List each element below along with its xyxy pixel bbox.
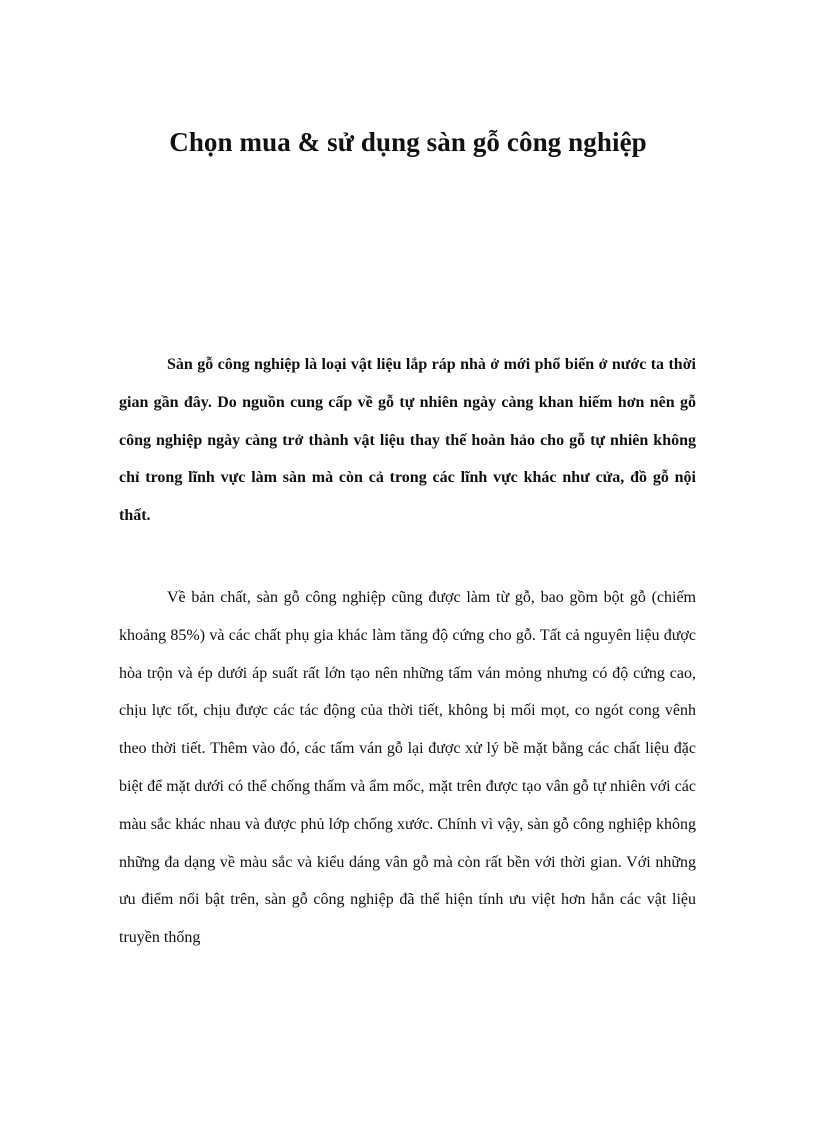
intro-paragraph: Sàn gỗ công nghiệp là loại vật liệu lắp ráp nhà ở mới phổ biến ở nước ta thời gian gần đây. Do nguồn cung cấp về gỗ tự nhiên ngày càng khan hiếm hơn nên gỗ công nghiệp ngày càng trở thành vật liệu thay thế hoàn hảo cho gỗ tự nhiên không chỉ trong lĩnh vực làm sàn mà còn cả trong các lĩnh vực khác như cửa, đồ gỗ nội thất. [119,356,696,525]
body-paragraph: Về bản chất, sàn gỗ công nghiệp cũng được làm từ gỗ, bao gồm bột gỗ (chiếm khoảng 85%) và các chất phụ gia khác làm tăng độ cứng cho gỗ. Tất cả nguyên liệu được hòa trộn và ép dưới áp suất rất lớn tạo nên những tấm ván mỏng nhưng có độ cứng cao, chịu lực tốt, chịu được các tác động của thời tiết, không bị mối mọt, co ngót cong vênh theo thời tiết. Thêm vào đó, các tấm ván gỗ lại được xử lý bề mặt bằng các chất liệu đặc biệt để mặt dưới có thể chống thấm và ẩm mốc, mặt trên được tạo vân gỗ tự nhiên với các màu sắc khác nhau và được phủ lớp chống xước. Chính vì vậy, sàn gỗ công nghiệp không những đa dạng về màu sắc và kiểu dáng vân gỗ mà còn rất bền với thời gian. Với những ưu điểm nổi bật trên, sàn gỗ công nghiệp đã thể hiện tính ưu việt hơn hẳn các vật liệu truyền thống [119,589,696,947]
page-title: Chọn mua & sử dụng sàn gỗ công nghiệp [169,127,647,157]
